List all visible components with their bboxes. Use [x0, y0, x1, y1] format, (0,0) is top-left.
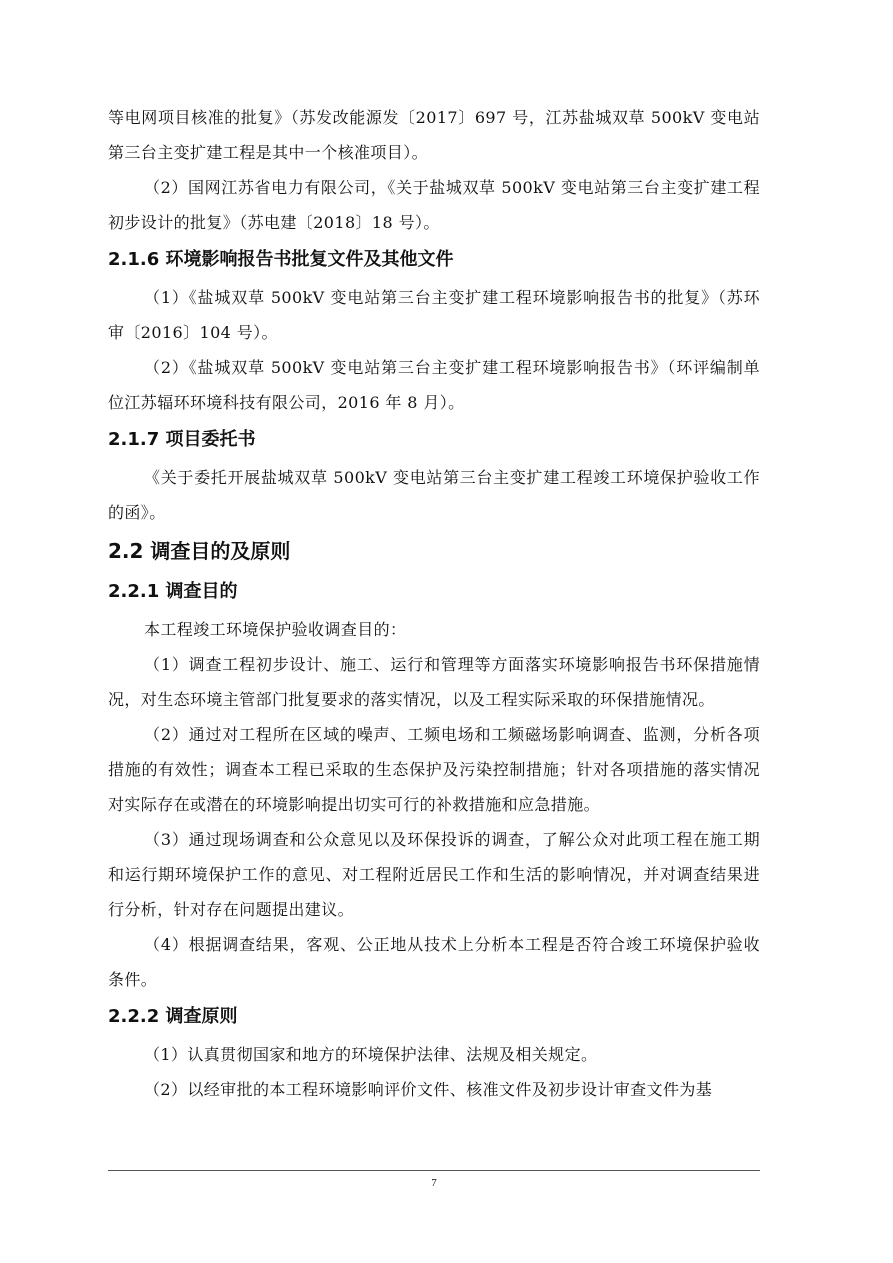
page-content — [108, 100, 760, 1107]
section-heading: 2.1.6 环境影响报告书批复文件及其他文件 — [108, 249, 454, 270]
section-heading: 2.2.2 调查原则 — [108, 1006, 238, 1027]
section-heading: 2.2.1 调查目的 — [108, 581, 238, 602]
paragraph: （3）通过现场调查和公众意见以及环保投诉的调查，了解公众对此项工程在施工期和运行期环境保护工作的意见、对工程附近居民工作和生活的影响情况，并对调查结果进行分析，针对存在问题提出建议。 — [108, 830, 760, 919]
paragraph: （2）以经审批的本工程环境影响评价文件、核准文件及初步设计审查文件为基 — [144, 1080, 713, 1099]
footer-divider — [108, 1170, 760, 1171]
paragraph: （2）《盐城双草 500kV 变电站第三台主变扩建工程环境影响报告书》（环评编制单位江苏辐环环境科技有限公司，2016 年 8 月）。 — [108, 358, 760, 412]
paragraph: （4）根据调查结果，客观、公正地从技术上分析本工程是否符合竣工环境保护验收条件。 — [108, 935, 760, 989]
page-number: 7 — [431, 1177, 437, 1189]
paragraph: 等电网项目核准的批复》（苏发改能源发〔2017〕697 号，江苏盐城双草 500kV 变电站第三台主变扩建工程是其中一个核准项目）。 — [108, 108, 760, 162]
paragraph: （1）认真贯彻国家和地方的环境保护法律、法规及相关规定。 — [144, 1045, 598, 1064]
paragraph: 本工程竣工环境保护验收调查目的： — [144, 620, 407, 639]
paragraph: （1）调查工程初步设计、施工、运行和管理等方面落实环境影响报告书环保措施情况，对生态环境主管部门批复要求的落实情况，以及工程实际采取的环保措施情况。 — [108, 655, 760, 709]
section-heading: 2.1.7 项目委托书 — [108, 429, 256, 450]
paragraph: （1）《盐城双草 500kV 变电站第三台主变扩建工程环境影响报告书的批复》（苏环审〔2016〕104 号）。 — [108, 288, 760, 342]
paragraph: （2）国网江苏省电力有限公司，《关于盐城双草 500kV 变电站第三台主变扩建工程初步设计的批复》（苏电建〔2018〕18 号）。 — [108, 178, 760, 232]
paragraph: 《关于委托开展盐城双草 500kV 变电站第三台主变扩建工程竣工环境保护验收工作的函》。 — [108, 468, 760, 522]
chapter-heading: 2.2 调查目的及原则 — [108, 539, 291, 563]
paragraph: （2）通过对工程所在区域的噪声、工频电场和工频磁场影响调查、监测，分析各项措施的有效性；调查本工程已采取的生态保护及污染控制措施；针对各项措施的落实情况对实际存在或潜在的环境影响提出切实可行的补救措施和应急措施。 — [108, 725, 760, 814]
